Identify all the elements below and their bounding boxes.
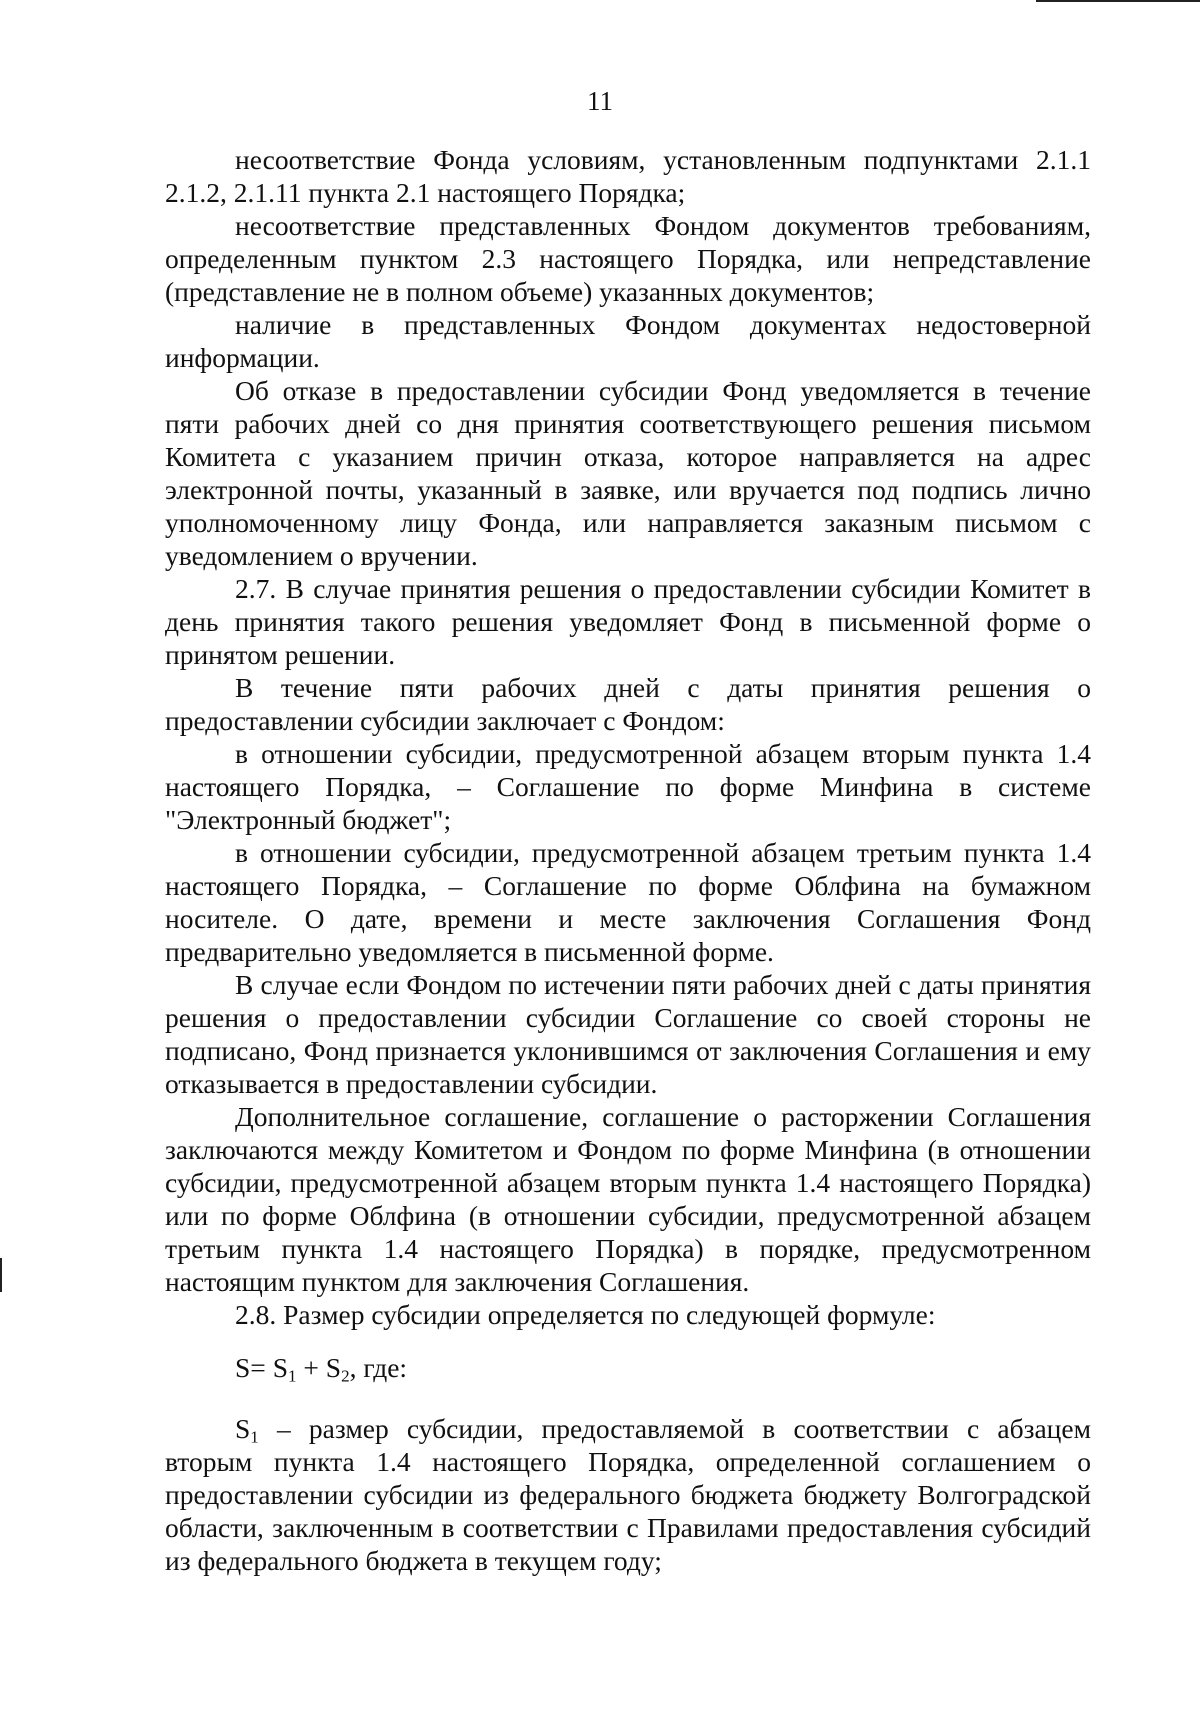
formula-symbol: S: [272, 1352, 288, 1383]
paragraph: В случае если Фондом по истечении пяти рабочих дней с даты принятия решения о предоставлении субсидии Соглашение со своей стороны не подписано, Фонд признается уклонившимся от заключения Соглашения и ему отказывается в предоставлении субсидии.: [165, 969, 1091, 1099]
paragraph: в отношении субсидии, предусмотренной абзацем третьим пункта 1.4 настоящего Порядка, – Соглашение по форме Облфина на бумажном носителе. О дате, времени и месте заключения Соглашения Фонд предварительно уведомляется в письменной форме.: [165, 837, 1091, 967]
paragraph: Об отказе в предоставлении субсидии Фонд уведомляется в течение пяти рабочих дней со дня принятия соответствующего решения письмом Комитета с указанием причин отказа, которое направляется на адрес электронной почты, указанный в заявке, или вручается под подпись лично уполномоченному лицу Фонда, или направляется заказным письмом с уведомлением о вручении.: [165, 375, 1091, 571]
paragraph: В течение пяти рабочих дней с даты принятия решения о предоставлении субсидии заключает с Фондом:: [165, 672, 1091, 736]
scan-edge-mark: [0, 1258, 2, 1292]
paragraph: в отношении субсидии, предусмотренной абзацем вторым пункта 1.4 настоящего Порядка, – Соглашение по форме Минфина в системе "Электронный бюджет";: [165, 738, 1091, 835]
definition-text: – размер субсидии, предоставляемой в соответствии с абзацем вторым пункта 1.4 настоящего Порядка, определенной соглашением о предоставлении субсидии из федерального бюджета бюджету Волгоградской области, заключенным в соответствии с Правилами предоставления субсидий из федерального бюджета в текущем году;: [165, 1413, 1091, 1576]
definition-subscript: 1: [250, 1427, 259, 1447]
document-body: [165, 143, 1091, 1577]
formula-tail: , где:: [349, 1352, 408, 1383]
formula-subscript: 2: [341, 1366, 350, 1386]
formula-lhs: S=: [235, 1352, 273, 1383]
definition-paragraph: [165, 1412, 1091, 1577]
formula-subscript: 1: [287, 1366, 297, 1386]
formula-operator: +: [296, 1352, 326, 1383]
paragraph: Дополнительное соглашение, соглашение о расторжении Соглашения заключаются между Комитетом и Фондом по форме Минфина (в отношении субсидии, предусмотренной абзацем вторым пункта 1.4 настоящего Порядка) или по форме Облфина (в отношении субсидии, предусмотренной абзацем третьим пункта 1.4 настоящего Порядка) в порядке, предусмотренном настоящим пунктом для заключения Соглашения.: [165, 1101, 1091, 1297]
paragraph: несоответствие Фонда условиям, установленным подпунктами 2.1.1 2.1.2, 2.1.11 пункта 2.1 настоящего Порядка;: [165, 144, 1091, 208]
definition-symbol: S: [235, 1413, 251, 1444]
paragraph: 2.7. В случае принятия решения о предоставлении субсидии Комитет в день принятия такого решения уведомляет Фонд в письменной форме о принятом решении.: [165, 573, 1091, 670]
scan-edge-mark: [1036, 0, 1200, 2]
paragraph: наличие в представленных Фондом документах недостоверной информации.: [165, 309, 1091, 373]
formula-symbol: S: [325, 1352, 342, 1383]
formula: [165, 1351, 1091, 1384]
paragraph: несоответствие представленных Фондом документов требованиям, определенным пунктом 2.3 настоящего Порядка, или непредставление (представление не в полном объеме) указанных документов;: [165, 210, 1091, 307]
page-number: 11: [587, 86, 613, 116]
paragraph: 2.8. Размер субсидии определяется по следующей формуле:: [235, 1299, 936, 1330]
